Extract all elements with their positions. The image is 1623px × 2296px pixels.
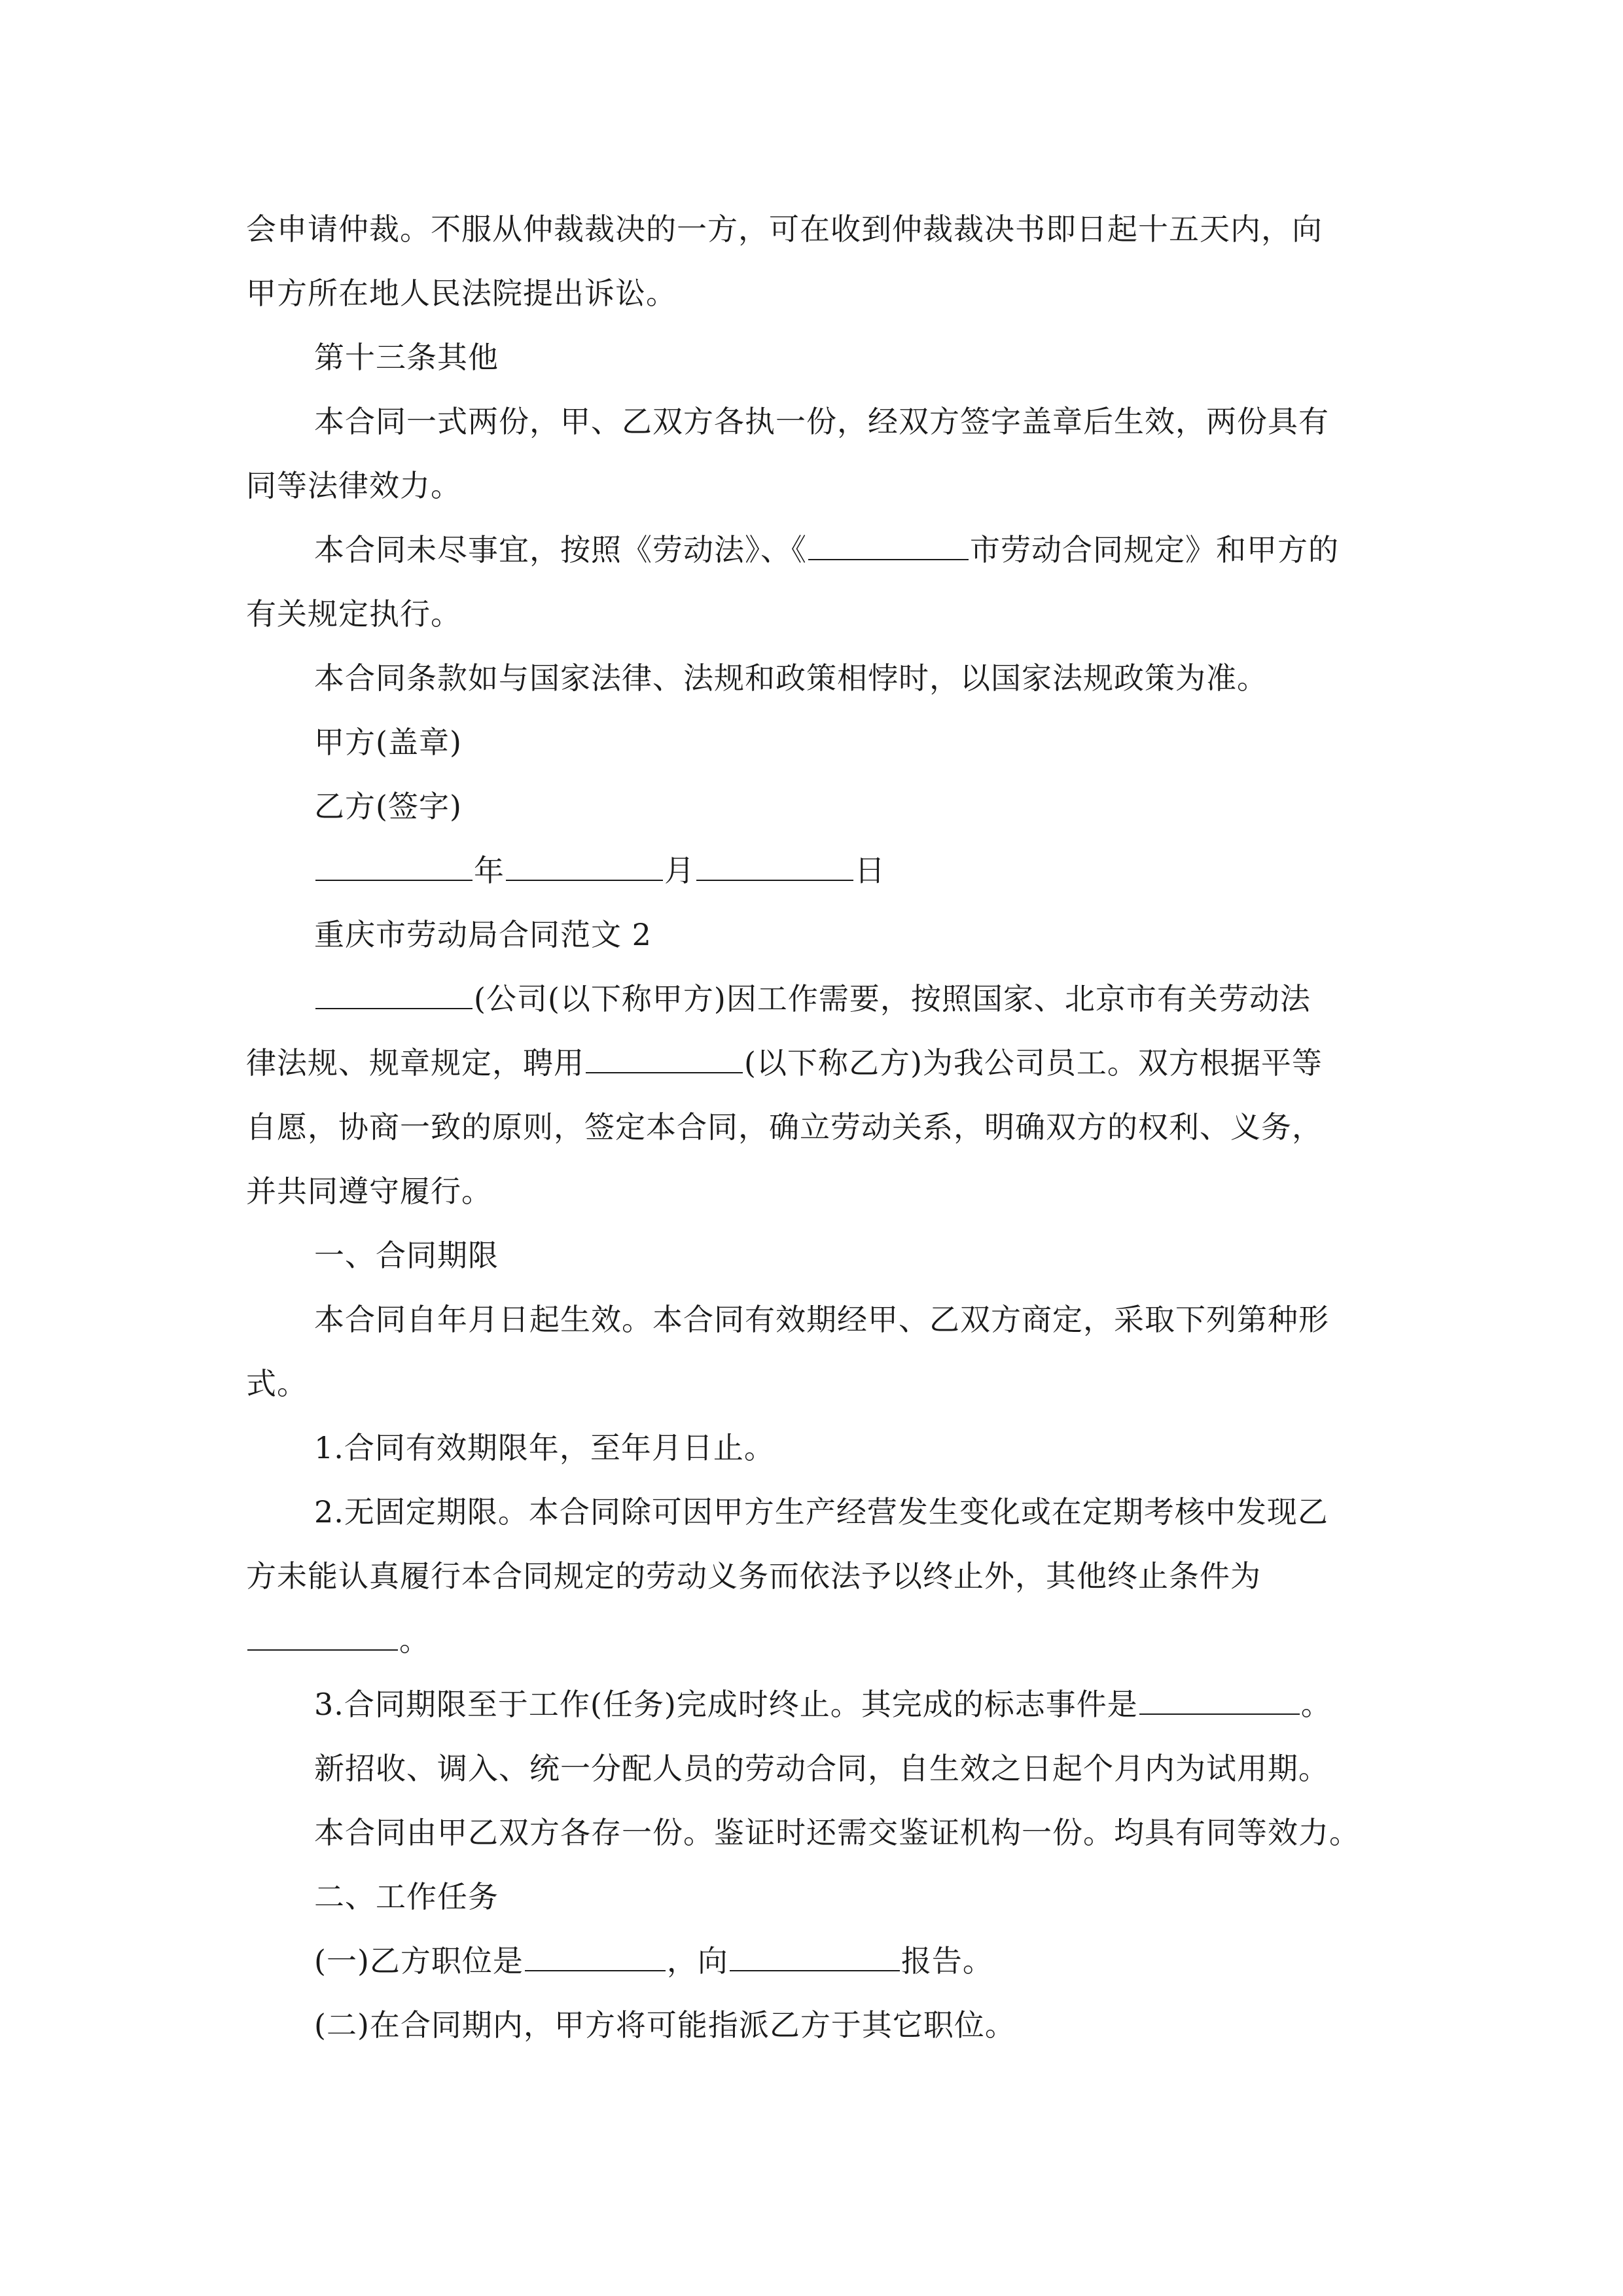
section-heading — [314, 325, 1387, 390]
text-line — [246, 1094, 1385, 1160]
text: 第十三条其他 — [314, 340, 499, 375]
text: 有关规定执行。 — [246, 596, 461, 632]
text: ，向 — [666, 1943, 728, 1979]
text: (二)在合同期内，甲方将可能指派乙方于其它职位。 — [314, 2007, 1016, 2043]
text: 日 — [855, 853, 885, 888]
text: 甲方所在地人民法院提出诉讼。 — [246, 276, 677, 311]
text: 自愿，协商一致的原则，签定本合同，确立劳动关系，明确双方的权利、义务， — [246, 1109, 1323, 1145]
text: 本合同由甲乙双方各存一份。鉴证时还需交鉴证机构一份。均具有同等效力。 — [314, 1815, 1360, 1850]
section-heading — [314, 1864, 1387, 1929]
text: 甲方(盖章) — [314, 725, 462, 760]
text-line — [246, 453, 1385, 518]
text: 本合同未尽事宜，按照《劳动法》、《 — [314, 532, 807, 567]
text: 1.合同有效期限年，至年月日止。 — [314, 1430, 775, 1465]
text-line — [314, 1928, 1387, 1994]
text: 二、工作任务 — [314, 1879, 499, 1914]
report-to-blank[interactable] — [730, 1945, 900, 1971]
termination-blank[interactable] — [247, 1624, 398, 1651]
text: 重庆市劳动局合同范文 2 — [314, 917, 652, 952]
text-line — [246, 1607, 1385, 1673]
text: 本合同自年月日起生效。本合同有效期经甲、乙双方商定，采取下列第种形 — [314, 1302, 1329, 1337]
text: 同等法律效力。 — [246, 468, 461, 503]
employee-blank[interactable] — [586, 1047, 743, 1073]
text: 。 — [399, 1623, 430, 1658]
year-blank[interactable] — [315, 855, 473, 881]
text-line — [314, 1479, 1387, 1545]
text-line — [314, 1672, 1387, 1737]
text-line — [246, 1351, 1385, 1416]
text-line — [246, 1158, 1385, 1224]
month-blank[interactable] — [506, 855, 663, 881]
event-blank[interactable] — [1139, 1689, 1300, 1715]
text-line — [314, 966, 1387, 1031]
text: 新招收、调入、统一分配人员的劳动合同，自生效之日起个月内为试用期。 — [314, 1751, 1329, 1786]
text: 律法规、规章规定，聘用 — [246, 1045, 584, 1081]
text: 式。 — [246, 1366, 308, 1401]
company-blank[interactable] — [315, 983, 473, 1009]
text-line — [246, 1030, 1385, 1096]
text: (以下称乙方)为我公司员工。双方根据平等 — [744, 1045, 1323, 1081]
date-line — [314, 838, 1387, 903]
text-line — [314, 1287, 1387, 1352]
party-a-seal — [314, 709, 1387, 775]
text: 一、合同期限 — [314, 1238, 499, 1273]
text-line — [314, 1800, 1387, 1865]
text-line — [314, 1992, 1387, 2058]
text: 。 — [1300, 1687, 1332, 1722]
text: 会申请仲裁。不服从仲裁裁决的一方，可在收到仲裁裁决书即日起十五天内，向 — [246, 211, 1323, 247]
position-blank[interactable] — [525, 1945, 666, 1971]
text-line — [246, 1543, 1385, 1609]
section-title — [314, 902, 1387, 967]
section-heading — [314, 1223, 1387, 1288]
text-line — [314, 517, 1387, 583]
text: 3.合同期限至于工作(任务)完成时终止。其完成的标志事件是 — [314, 1687, 1138, 1722]
text: 2.无固定期限。本合同除可因甲方生产经营发生变化或在定期考核中发现乙 — [314, 1494, 1329, 1530]
text: 月 — [664, 853, 695, 888]
text-line — [314, 645, 1387, 711]
text: 本合同一式两份，甲、乙双方各执一份，经双方签字盖章后生效，两份具有 — [314, 404, 1329, 439]
text-line — [314, 1736, 1387, 1801]
text: 方未能认真履行本合同规定的劳动义务而依法予以终止外，其他终止条件为 — [246, 1558, 1261, 1594]
text-line — [246, 581, 1385, 647]
text: (一)乙方职位是 — [314, 1943, 524, 1979]
text: (公司(以下称甲方)因工作需要，按照国家、北京市有关劳动法 — [474, 981, 1311, 1016]
text: 乙方(签字) — [314, 789, 462, 824]
text: 并共同遵守履行。 — [246, 1174, 492, 1209]
text: 报告。 — [901, 1943, 993, 1979]
day-blank[interactable] — [696, 855, 853, 881]
text: 年 — [474, 853, 505, 888]
text-line — [314, 1415, 1387, 1480]
text: 本合同条款如与国家法律、法规和政策相悖时，以国家法规政策为准。 — [314, 660, 1268, 696]
text-line — [246, 196, 1385, 262]
text: 市劳动合同规定》和甲方的 — [970, 532, 1339, 567]
text-line — [246, 260, 1385, 326]
party-b-signature — [314, 774, 1387, 839]
text-line — [314, 389, 1387, 454]
fill-blank[interactable] — [808, 534, 969, 560]
